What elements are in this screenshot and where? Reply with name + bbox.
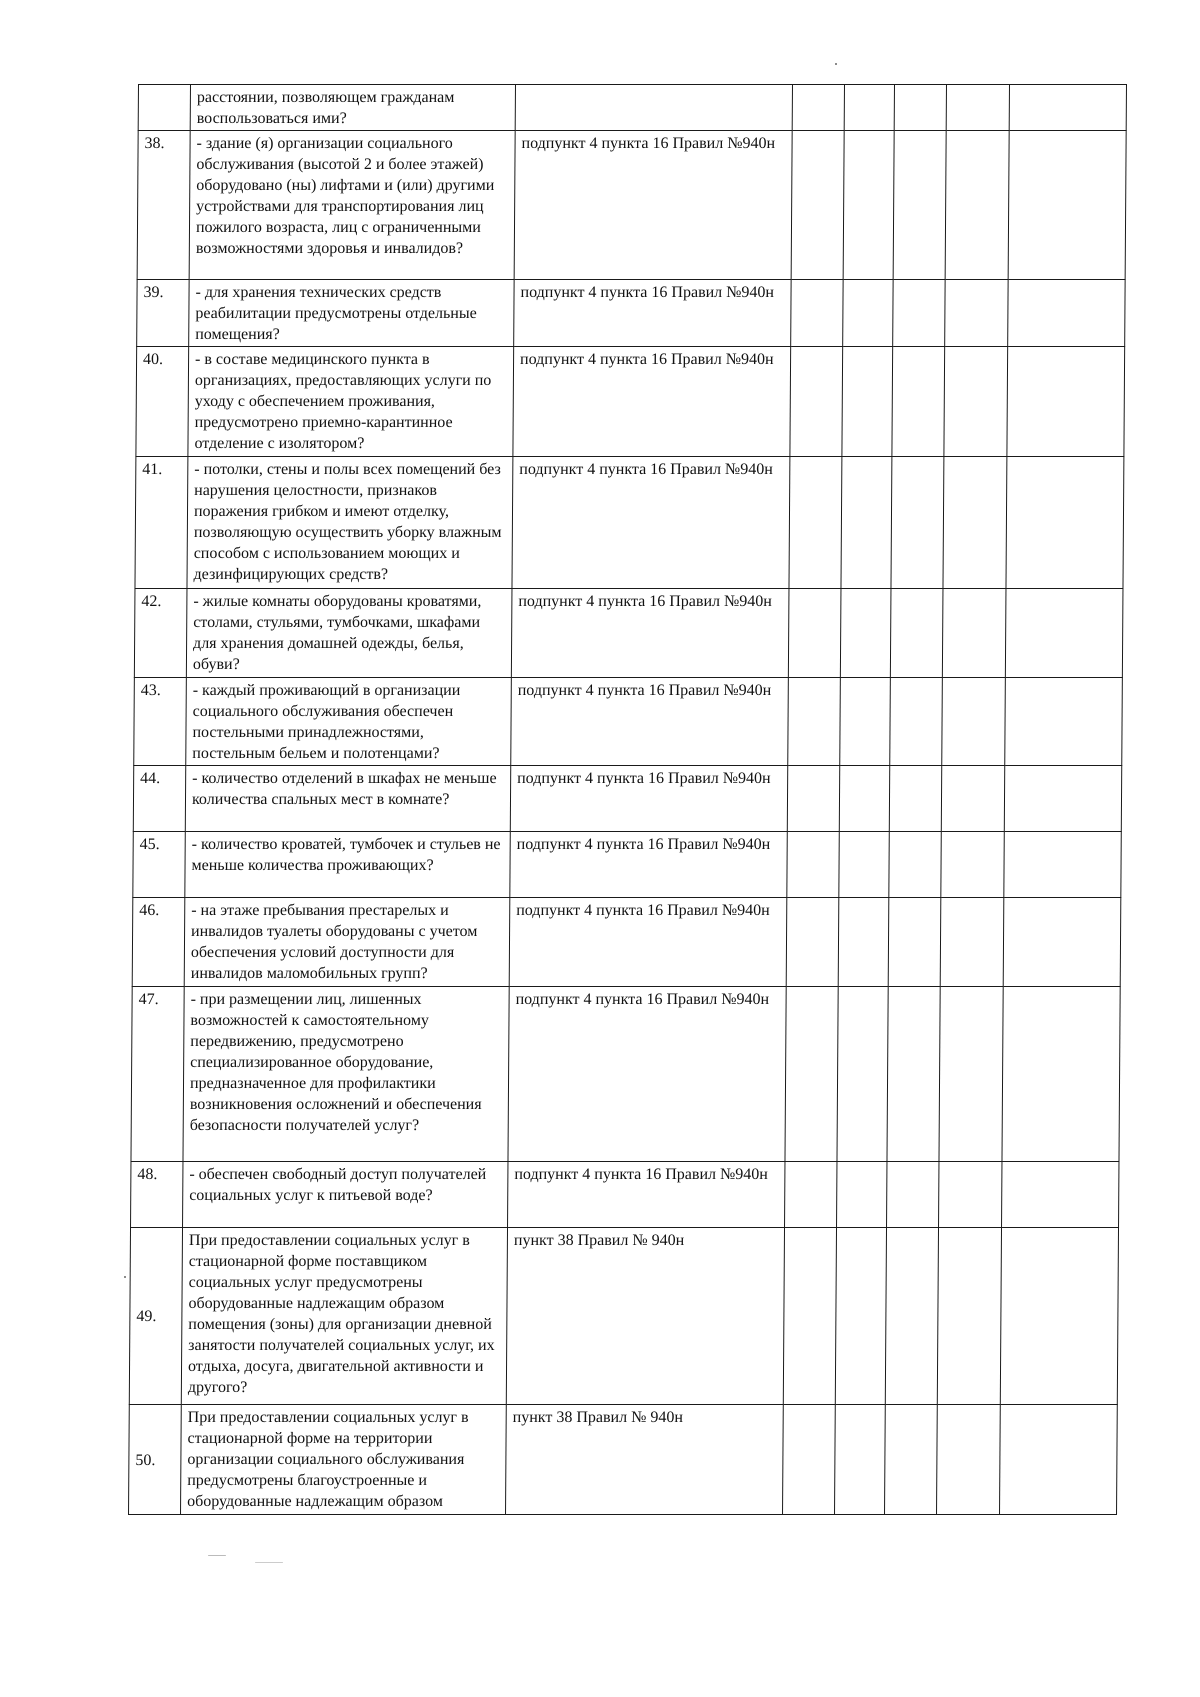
answer-no-cell [835, 1405, 886, 1515]
answer-no-cell [838, 898, 889, 987]
answer-yes-cell [785, 1162, 837, 1228]
answer-extra-cell [946, 85, 1009, 131]
answer-na-cell [889, 766, 941, 832]
answer-yes-cell [791, 280, 843, 347]
legal-reference: подпункт 4 пункта 16 Правил №940н [513, 347, 791, 457]
table-row [129, 1405, 1118, 1515]
answer-yes-cell [783, 1405, 836, 1515]
notes-cell [1000, 1228, 1118, 1405]
requirement-text: - на этаже пребывания престарелых и инвалидов туалеты оборудованы с учетом обеспечения условий доступности для инвалидов маломобильных групп? [184, 898, 510, 987]
answer-na-cell [889, 832, 941, 898]
legal-reference: подпункт 4 пункта 16 Правил №940н [511, 678, 789, 766]
row-number: 45. [133, 832, 185, 898]
table-row [134, 678, 1123, 766]
row-number: 42. [134, 589, 187, 678]
row-number: 39. [137, 280, 189, 347]
notes-cell [1006, 457, 1124, 589]
answer-no-cell [837, 1162, 887, 1228]
table-row [131, 987, 1120, 1162]
table-row [136, 347, 1125, 457]
legal-reference [515, 85, 792, 131]
notes-cell [1002, 1162, 1119, 1228]
answer-no-cell [842, 347, 893, 457]
answer-no-cell [837, 987, 888, 1162]
row-number: 43. [134, 678, 187, 766]
legal-reference: подпункт 4 пункта 16 Правил №940н [508, 1162, 785, 1228]
answer-yes-cell [787, 766, 839, 832]
requirement-text: - жилые комнаты оборудованы кроватями, столами, стульями, тумбочками, шкафами для хранения домашней одежды, белья, обуви? [186, 589, 512, 678]
legal-reference: подпункт 4 пункта 16 Правил №940н [511, 589, 789, 678]
scan-speck [255, 1562, 283, 1563]
legal-reference: подпункт 4 пункта 16 Правил №940н [514, 131, 792, 280]
answer-yes-cell [789, 457, 842, 589]
answer-extra-cell [939, 1162, 1002, 1228]
notes-cell [1003, 898, 1121, 987]
requirement-text: При предоставлении социальных услуг в стационарной форме поставщиком социальных услуг предусмотрены оборудованные надлежащим образом помещения (зоны) для организации дневной занятости получателей социальных услуг, их отдыха, досуга, двигательной активности и другого? [181, 1228, 507, 1405]
answer-no-cell [844, 85, 894, 131]
row-number: 44. [133, 766, 185, 832]
notes-cell [1004, 832, 1121, 898]
notes-cell [1005, 678, 1123, 766]
legal-reference: подпункт 4 пункта 16 Правил №940н [510, 766, 787, 832]
notes-cell [1004, 766, 1121, 832]
requirement-text: - здание (я) организации социального обслуживания (высотой 2 и более этажей) оборудовано (ны) лифтами и (или) другими устройствами для транспортирования лиц пожилого возраста, лиц с ограниченными возможностями здоровья и инвалидов? [189, 131, 515, 280]
answer-yes-cell [785, 987, 838, 1162]
table-row [133, 766, 1121, 832]
notes-cell [1000, 1405, 1118, 1515]
notes-cell [1005, 589, 1123, 678]
answer-no-cell [835, 1228, 886, 1405]
legal-reference: подпункт 4 пункта 16 Правил №940н [509, 898, 787, 987]
scan-speck [835, 63, 837, 65]
row-number [138, 85, 190, 131]
requirement-text: - при размещении лиц, лишенных возможностей к самостоятельному передвижению, предусмотрено специализированное оборудование, предназначенное для профилактики возникновения осложнений и обеспечения безопасности получателей услуг? [183, 987, 509, 1162]
answer-yes-cell [788, 678, 841, 766]
requirement-text: - количество кроватей, тумбочек и стульев не меньше количества проживающих? [185, 832, 510, 898]
answer-extra-cell [940, 898, 1004, 987]
answer-extra-cell [941, 832, 1004, 898]
legal-reference: пункт 38 Правил № 940н [506, 1228, 784, 1405]
checklist-table [128, 84, 1127, 1515]
answer-yes-cell [787, 832, 839, 898]
row-number: 49. [129, 1228, 182, 1405]
answer-na-cell [885, 1405, 938, 1515]
answer-extra-cell [937, 1405, 1001, 1515]
answer-extra-cell [945, 280, 1008, 347]
answer-no-cell [839, 766, 889, 832]
row-number: 38. [137, 131, 190, 280]
answer-na-cell [893, 131, 946, 280]
row-number: 48. [131, 1162, 183, 1228]
table-row [131, 1162, 1119, 1228]
answer-yes-cell [783, 1228, 836, 1405]
row-number: 50. [129, 1405, 182, 1515]
answer-extra-cell [943, 457, 1007, 589]
legal-reference: подпункт 4 пункта 16 Правил №940н [512, 457, 790, 589]
requirement-text: - обеспечен свободный доступ получателей социальных услуг к питьевой воде? [183, 1162, 508, 1228]
answer-no-cell [839, 832, 889, 898]
answer-extra-cell [939, 987, 1003, 1162]
answer-na-cell [891, 457, 944, 589]
requirement-text: - количество отделений в шкафах не меньше количества спальных мест в комнате? [185, 766, 510, 832]
table-row [133, 832, 1121, 898]
notes-cell [1008, 280, 1125, 347]
answer-na-cell [887, 987, 940, 1162]
answer-no-cell [843, 131, 894, 280]
answer-extra-cell [942, 589, 1006, 678]
answer-na-cell [890, 589, 943, 678]
answer-extra-cell [945, 131, 1009, 280]
answer-yes-cell [791, 131, 844, 280]
answer-yes-cell [788, 589, 841, 678]
legal-reference: подпункт 4 пункта 16 Правил №940н [508, 987, 786, 1162]
scan-speck [124, 1276, 126, 1278]
answer-na-cell [894, 85, 946, 131]
answer-no-cell [841, 457, 892, 589]
answer-no-cell [840, 678, 891, 766]
legal-reference: пункт 38 Правил № 940н [506, 1405, 784, 1515]
answer-na-cell [892, 347, 945, 457]
answer-na-cell [893, 280, 945, 347]
answer-na-cell [885, 1228, 938, 1405]
answer-no-cell [843, 280, 893, 347]
answer-yes-cell [786, 898, 839, 987]
table-row [135, 457, 1124, 589]
row-number: 41. [135, 457, 188, 589]
notes-cell [1007, 347, 1125, 457]
table-row [137, 280, 1125, 347]
table-row [138, 85, 1126, 131]
answer-extra-cell [942, 678, 1006, 766]
requirement-text: - потолки, стены и полы всех помещений без нарушения целостности, признаков поражения грибком и имеют отделку, позволяющую осуществить уборку влажным способом с использованием моющих и дезинфицирующих средств? [187, 457, 513, 589]
notes-cell [1002, 987, 1120, 1162]
notes-cell [1008, 131, 1126, 280]
requirement-text: При предоставлении социальных услуг в стационарной форме на территории организации социального обслуживания предусмотрены благоустроенные и оборудованные надлежащим образом [181, 1405, 507, 1515]
answer-na-cell [888, 898, 941, 987]
notes-cell [1009, 85, 1126, 131]
table-row [137, 131, 1126, 280]
answer-extra-cell [941, 766, 1004, 832]
answer-no-cell [840, 589, 891, 678]
requirement-text: - каждый проживающий в организации социального обслуживания обеспечен постельными принадлежностями, постельным бельем и полотенцами? [186, 678, 512, 766]
requirement-text: расстоянии, позволяющем гражданам воспользоваться ими? [190, 85, 515, 131]
answer-yes-cell [790, 347, 843, 457]
table-row [132, 898, 1121, 987]
row-number: 46. [132, 898, 185, 987]
table-row [134, 589, 1123, 678]
row-number: 47. [131, 987, 184, 1162]
answer-extra-cell [944, 347, 1008, 457]
requirement-text: - для хранения технических средств реабилитации предусмотрены отдельные помещения? [189, 280, 514, 347]
row-number: 40. [136, 347, 189, 457]
answer-extra-cell [937, 1228, 1001, 1405]
requirement-text: - в составе медицинского пункта в организациях, предоставляющих услуги по уходу с обеспечением проживания, предусмотрено приемно-карантинное отделение с изолятором? [188, 347, 514, 457]
scan-speck [208, 1555, 226, 1556]
legal-reference: подпункт 4 пункта 16 Правил №940н [510, 832, 787, 898]
answer-na-cell [887, 1162, 939, 1228]
table-row [129, 1228, 1118, 1405]
answer-na-cell [890, 678, 943, 766]
legal-reference: подпункт 4 пункта 16 Правил №940н [514, 280, 791, 347]
answer-yes-cell [792, 85, 844, 131]
